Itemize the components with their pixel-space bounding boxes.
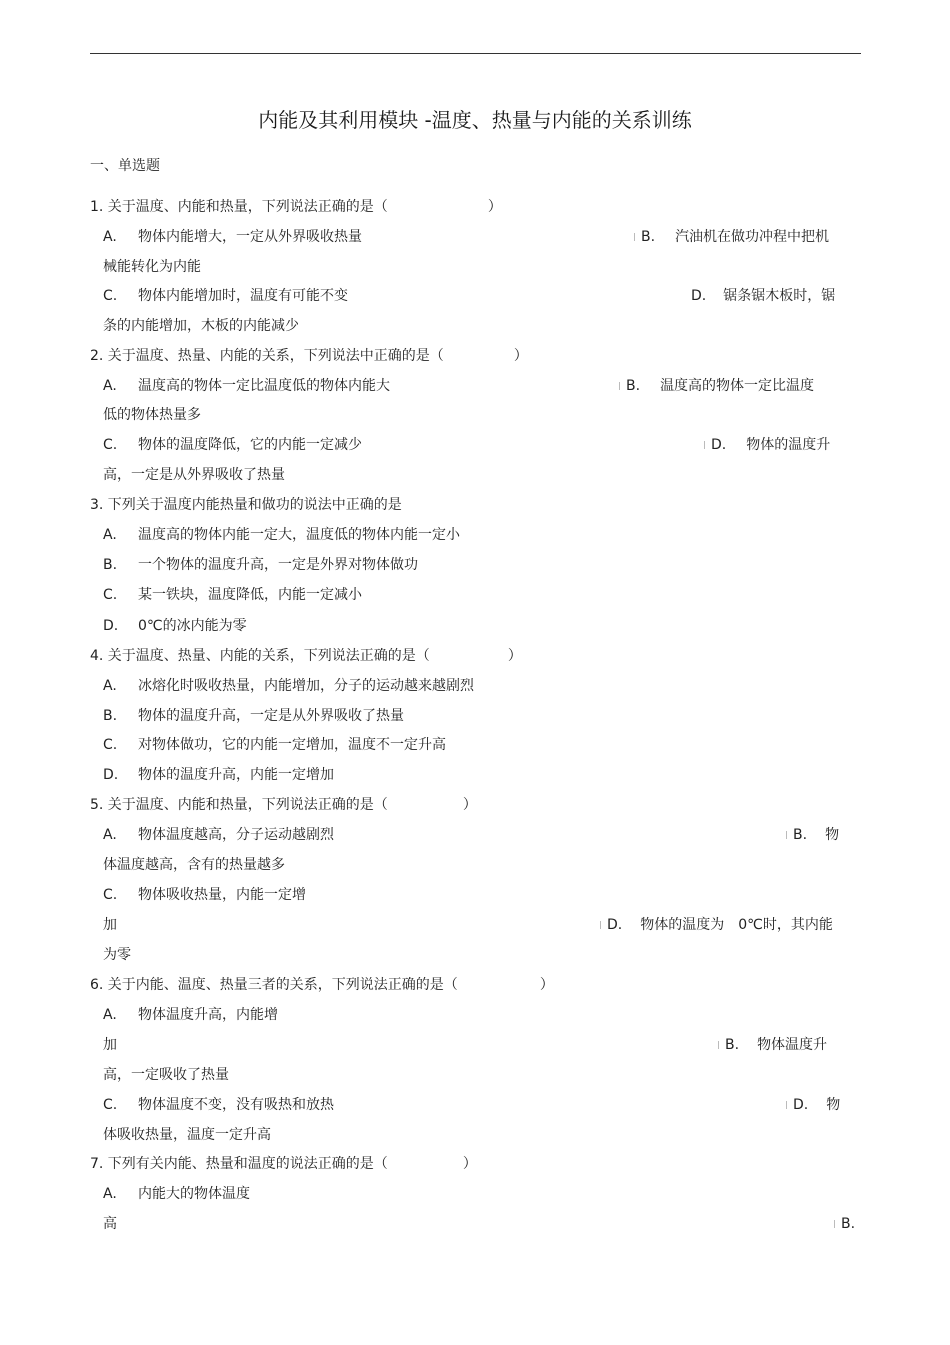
q5-option-a: A. 物体温度越高，分子运动越剧烈 <box>103 827 334 843</box>
q1-option-b-cont: 械能转化为内能 <box>103 259 201 275</box>
q5-option-b-cont: 体温度越高，含有的热量越多 <box>103 857 285 873</box>
question-4: 4. 关于温度、热量、内能的关系，下列说法正确的是（ ） <box>90 648 522 664</box>
q6-option-d-cont: 体吸收热量，温度一定升高 <box>103 1127 271 1143</box>
q1-option-a: A. 物体内能增大，一定从外界吸收热量 <box>103 229 362 245</box>
question-5: 5. 关于温度、内能和热量，下列说法正确的是（ ） <box>90 797 477 813</box>
q2-option-d: D. 物体的温度升 <box>704 436 830 454</box>
question-1: 1. 关于温度、内能和热量，下列说法正确的是（ ） <box>90 199 502 215</box>
q6-option-b-cont: 高，一定吸收了热量 <box>103 1067 229 1083</box>
q3-option-a: A. 温度高的物体内能一定大，温度低的物体内能一定小 <box>103 527 460 543</box>
q4-option-b: B. 物体的温度升高，一定是从外界吸收了热量 <box>103 708 404 724</box>
question-3: 3. 下列关于温度内能热量和做功的说法中正确的是 <box>90 497 402 513</box>
q3-option-d: D. 0℃的冰内能为零 <box>103 618 247 634</box>
q1-option-d: D. 锯条锯木板时，锯 <box>691 288 836 304</box>
q1-option-c: C. 物体内能增加时，温度有可能不变 <box>103 288 348 304</box>
q2-option-b-cont: 低的物体热量多 <box>103 407 201 423</box>
header-rule <box>90 53 861 54</box>
q5-option-d: D. 物体的温度为 0℃时，其内能 <box>600 916 833 934</box>
q6-option-a-cont: 加 <box>103 1037 117 1053</box>
q5-option-c-cont: 加 <box>103 917 117 933</box>
section-heading: 一、单选题 <box>90 158 160 174</box>
q4-option-a: A. 冰熔化时吸收热量，内能增加，分子的运动越来越剧烈 <box>103 678 474 694</box>
q5-option-c: C. 物体吸收热量，内能一定增 <box>103 887 306 903</box>
q2-option-b: B. 温度高的物体一定比温度 <box>619 377 814 395</box>
q6-option-a: A. 物体温度升高，内能增 <box>103 1007 278 1023</box>
q3-option-b: B. 一个物体的温度升高，一定是外界对物体做功 <box>103 557 418 573</box>
page-title: 内能及其利用模块 -温度、热量与内能的关系训练 <box>258 108 692 132</box>
q7-option-a-cont: 高 <box>103 1216 117 1232</box>
question-6: 6. 关于内能、温度、热量三者的关系，下列说法正确的是（ ） <box>90 977 554 993</box>
q2-option-d-cont: 高，一定是从外界吸收了热量 <box>103 467 285 483</box>
q2-option-c: C. 物体的温度降低，它的内能一定减少 <box>103 437 362 453</box>
q2-option-a: A. 温度高的物体一定比温度低的物体内能大 <box>103 378 390 394</box>
q6-option-c: C. 物体温度不变，没有吸热和放热 <box>103 1097 334 1113</box>
q6-option-b: B. 物体温度升 <box>718 1036 827 1054</box>
q1-option-b: B. 汽油机在做功冲程中把机 <box>634 228 829 246</box>
q5-option-d-cont: 为零 <box>103 947 131 963</box>
q6-option-d: D. 物 <box>786 1096 840 1114</box>
question-2: 2. 关于温度、热量、内能的关系，下列说法中正确的是（ ） <box>90 348 528 364</box>
q3-option-c: C. 某一铁块，温度降低，内能一定减小 <box>103 587 362 603</box>
q7-option-a: A. 内能大的物体温度 <box>103 1186 250 1202</box>
q4-option-c: C. 对物体做功，它的内能一定增加，温度不一定升高 <box>103 737 446 753</box>
q1-option-d-cont: 条的内能增加，木板的内能减少 <box>103 318 299 334</box>
q7-option-b: B. <box>834 1215 855 1233</box>
q5-option-b: B. 物 <box>786 826 839 844</box>
question-7: 7. 下列有关内能、热量和温度的说法正确的是（ ） <box>90 1156 477 1172</box>
q4-option-d: D. 物体的温度升高，内能一定增加 <box>103 767 334 783</box>
